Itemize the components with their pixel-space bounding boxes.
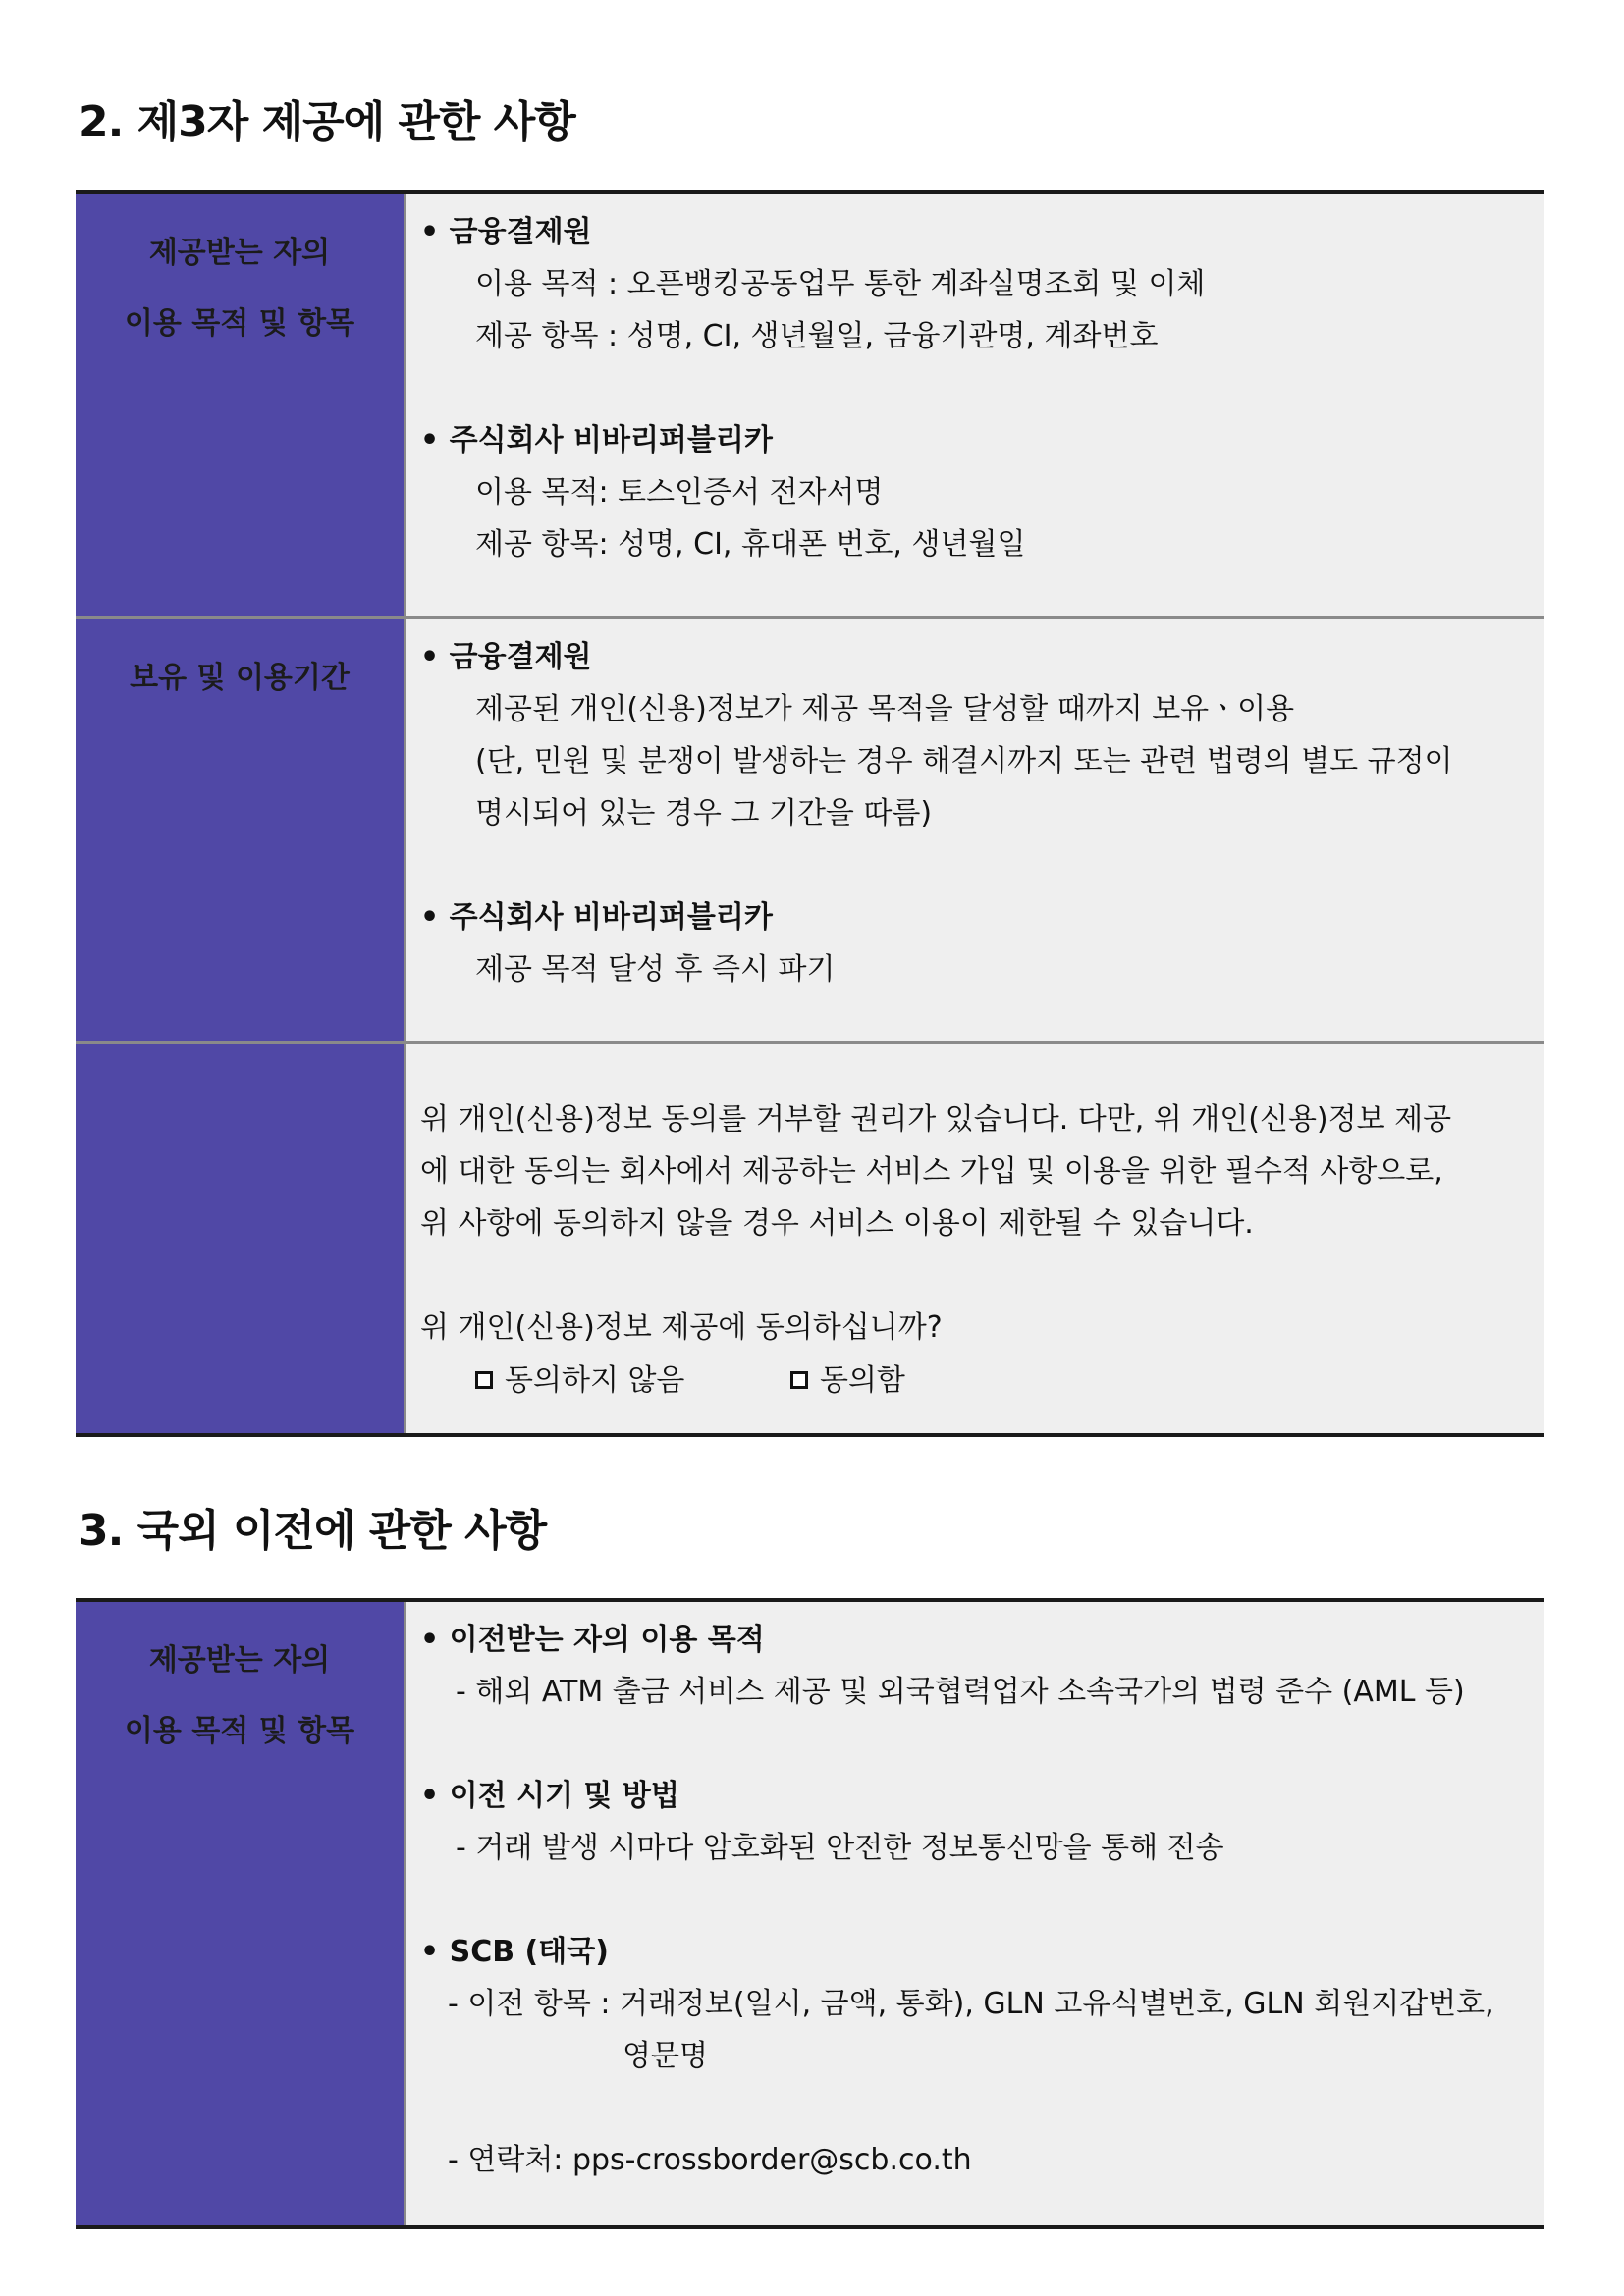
- detail-line: (단, 민원 및 분쟁이 발생하는 경우 해결시까지 또는 관련 법령의 별도 규정이: [475, 744, 1453, 778]
- detail-line: 제공된 개인(신용)정보가 제공 목적을 달성할 때까지 보유ㆍ이용: [475, 692, 1295, 726]
- detail-line: 명시되어 있는 경우 그 기간을 따름): [475, 796, 933, 830]
- agree-label: 동의함: [819, 1362, 905, 1398]
- row-label-retention: 보유 및 이용기간: [76, 619, 406, 1041]
- row-label-empty: [76, 1044, 406, 1433]
- notice-line: 위 개인(신용)정보 동의를 거부할 권리가 있습니다. 다만, 위 개인(신용)정보 제공: [420, 1102, 1452, 1137]
- disagree-label: 동의하지 않음: [505, 1362, 685, 1398]
- row-label-purpose: 제공받는 자의 이용 목적 및 항목: [76, 194, 406, 616]
- checkbox-icon[interactable]: [475, 1371, 493, 1389]
- recipient-name: • 주식회사 비바리퍼블리카: [420, 414, 1529, 466]
- recipient-name: • 금융결제원: [420, 631, 1529, 683]
- row-content-purpose: [406, 194, 1544, 616]
- notice-line: 위 사항에 동의하지 않을 경우 서비스 이용이 제한될 수 있습니다.: [420, 1206, 1254, 1241]
- agree-checkbox[interactable]: [790, 1355, 905, 1407]
- recipient-name: • 금융결제원: [420, 206, 1529, 258]
- detail-line: 제공 항목: 성명, CI, 휴대폰 번호, 생년월일: [475, 527, 1026, 561]
- detail-line: 제공 목적 달성 후 즉시 파기: [475, 952, 836, 987]
- disagree-checkbox[interactable]: [475, 1355, 684, 1407]
- section-2-title: 2. 제3자 제공에 관한 사항: [79, 97, 575, 147]
- contact-line: - 연락처: pps-crossborder@scb.co.th: [448, 2143, 972, 2177]
- items-line-continued: 영문명: [623, 2039, 708, 2073]
- method-title: • 이전 시기 및 방법: [420, 1770, 1529, 1822]
- table-row: [76, 1041, 1544, 1433]
- row-label-purpose: 제공받는 자의 이용 목적 및 항목: [76, 1602, 406, 2225]
- section-3-title: 3. 국외 이전에 관한 사항: [79, 1506, 547, 1556]
- row-content-transfer: [406, 1602, 1544, 2225]
- table-row: [76, 194, 1544, 616]
- third-party-provision-table: [76, 190, 1544, 1437]
- table-row: [76, 616, 1544, 1041]
- consent-notice: [406, 1044, 1544, 1433]
- table-row: [76, 1602, 1544, 2225]
- notice-line: 에 대한 동의는 회사에서 제공하는 서비스 가입 및 이용을 위한 필수적 사항으로,: [420, 1154, 1443, 1189]
- recipient-name: • 주식회사 비바리퍼블리카: [420, 891, 1529, 943]
- detail-line: 제공 항목 : 성명, CI, 생년월일, 금융기관명, 계좌번호: [475, 319, 1159, 353]
- checkbox-icon[interactable]: [790, 1371, 808, 1389]
- method-line: - 거래 발생 시마다 암호화된 안전한 정보통신망을 통해 전송: [456, 1831, 1224, 1865]
- detail-line: 이용 목적: 토스인증서 전자서명: [475, 475, 884, 509]
- detail-line: 이용 목적 : 오픈뱅킹공동업무 통한 계좌실명조회 및 이체: [475, 267, 1206, 301]
- overseas-transfer-table: [76, 1598, 1544, 2229]
- consent-question: 위 개인(신용)정보 제공에 동의하십니까?: [420, 1310, 943, 1345]
- purpose-title: • 이전받는 자의 이용 목적: [420, 1614, 1529, 1666]
- purpose-line: - 해외 ATM 출금 서비스 제공 및 외국협력업자 소속국가의 법령 준수 (AML 등): [456, 1675, 1465, 1709]
- row-content-retention: [406, 619, 1544, 1041]
- items-line: - 이전 항목 : 거래정보(일시, 금액, 통화), GLN 고유식별번호, GLN 회원지갑번호,: [448, 1987, 1494, 2021]
- recipient-title: • SCB (태국): [420, 1926, 1529, 1978]
